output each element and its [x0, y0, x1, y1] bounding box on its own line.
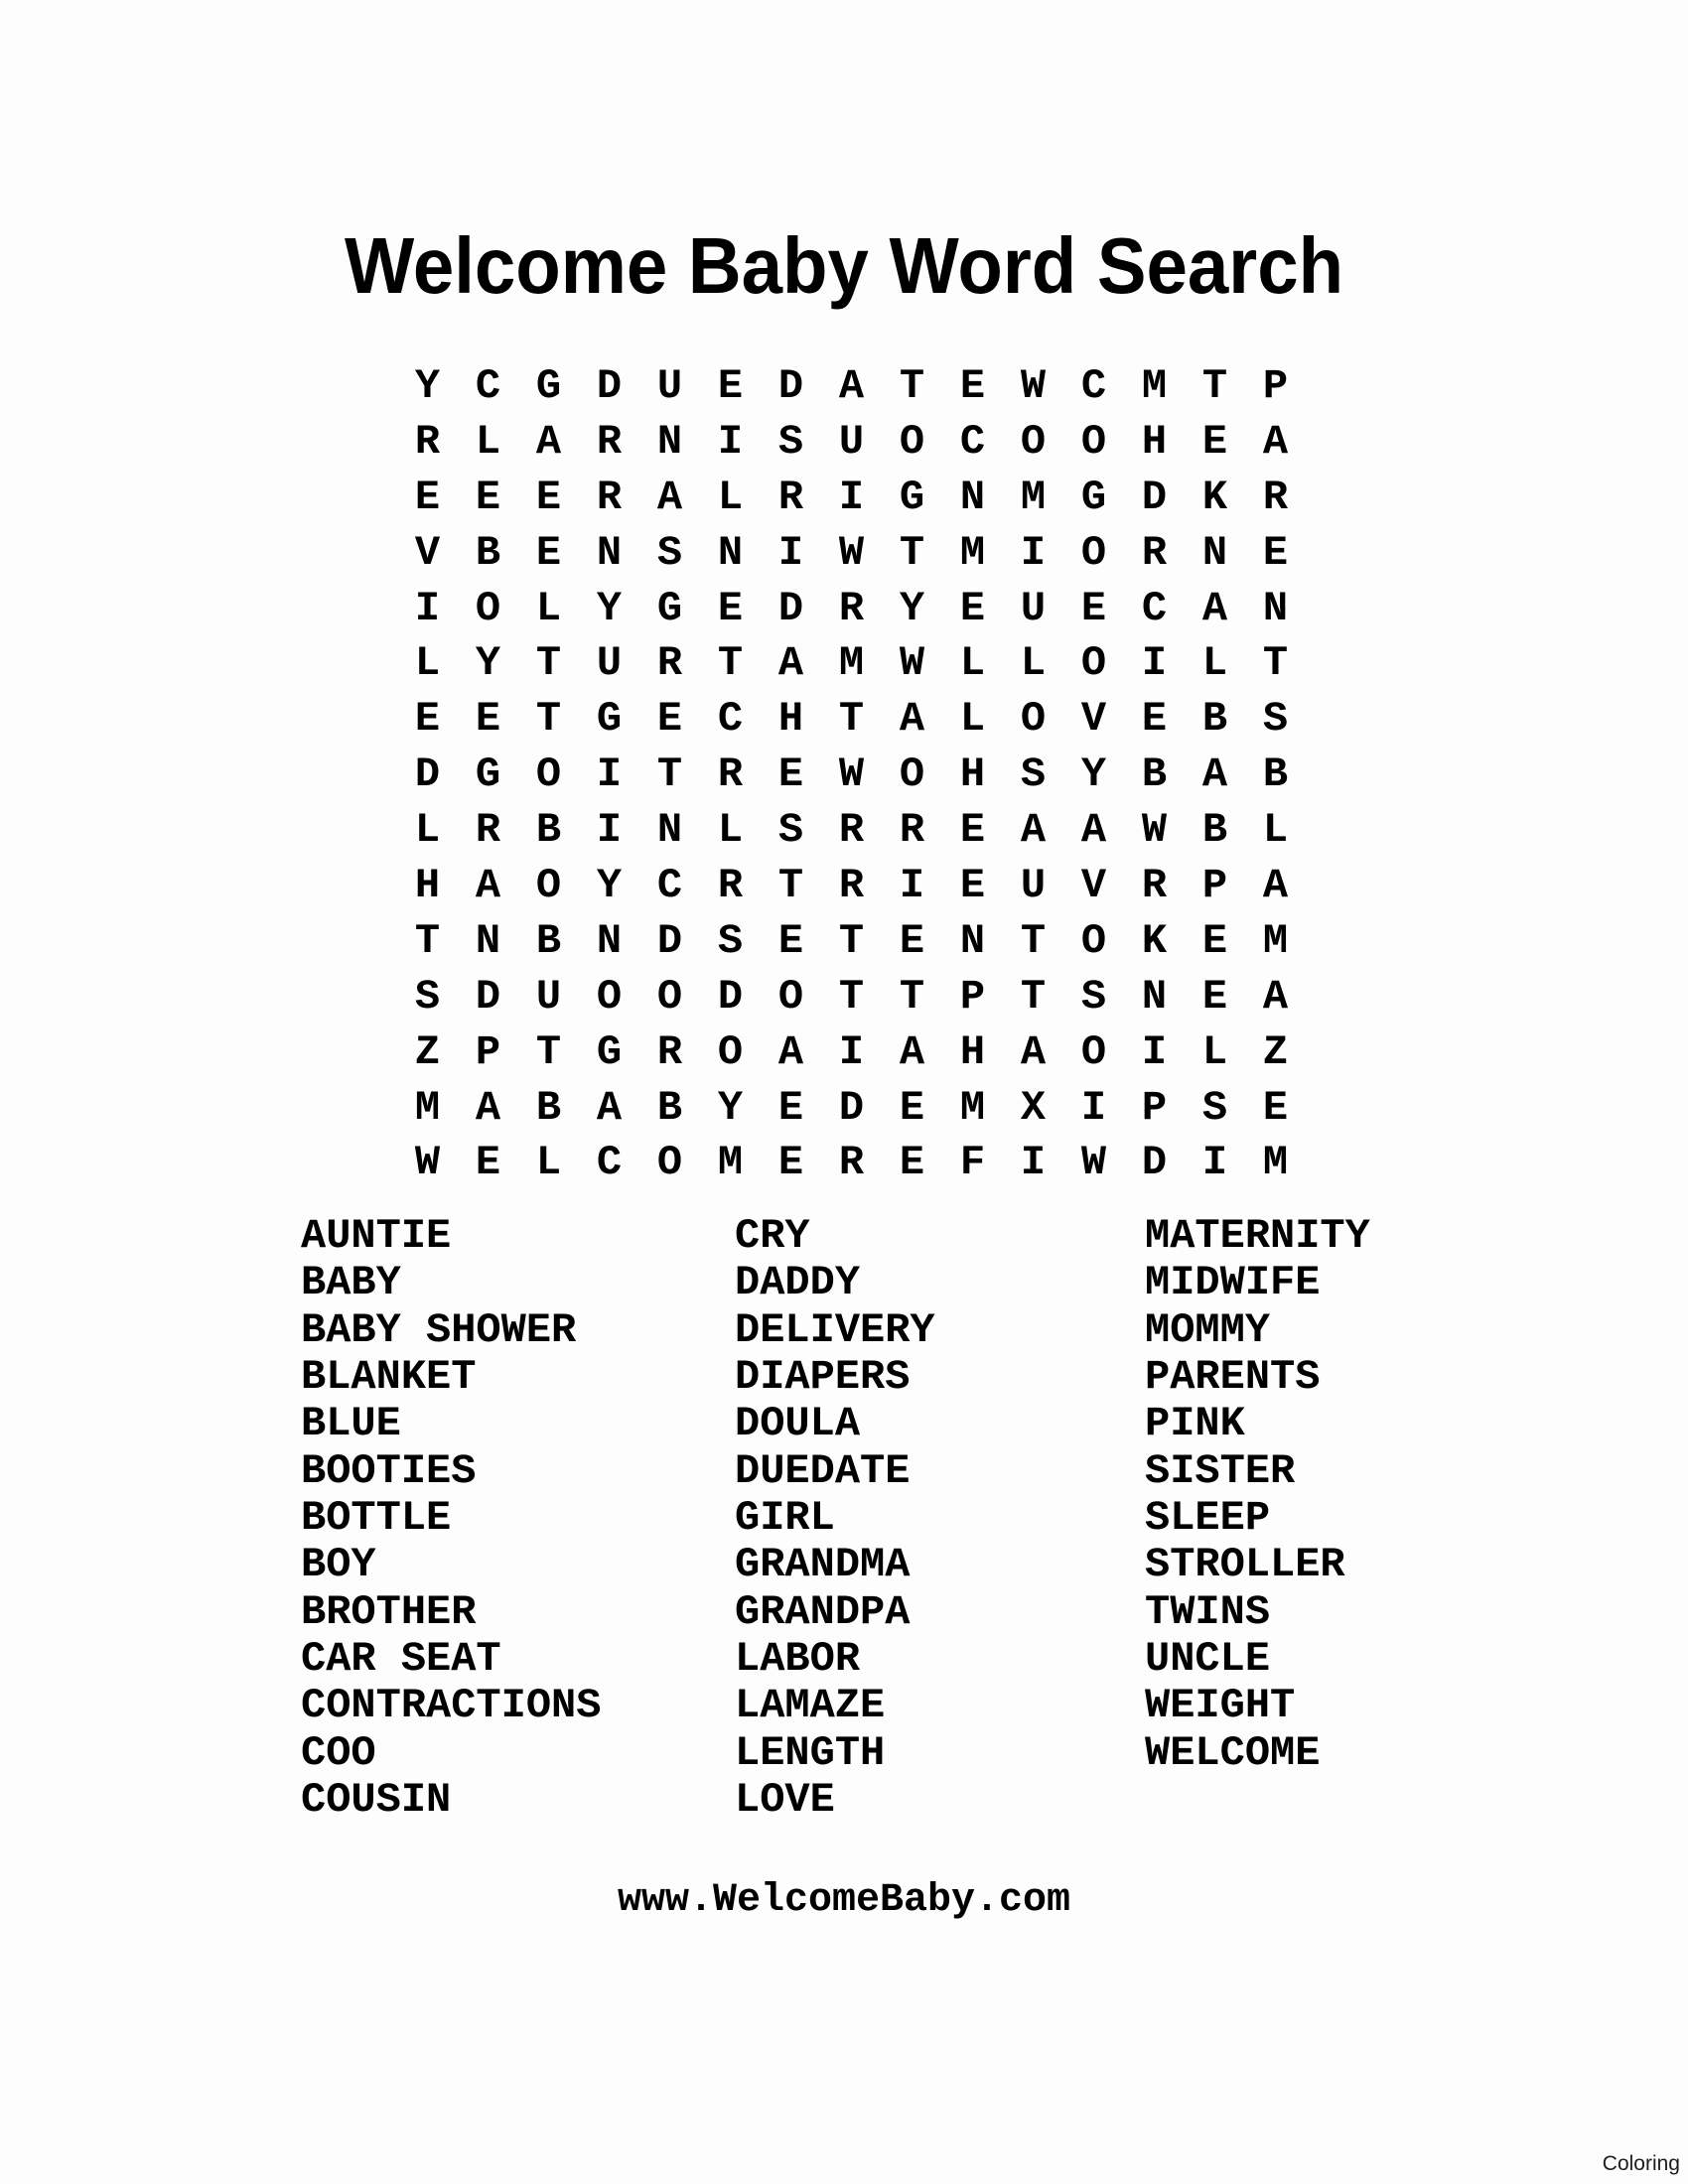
grid-cell: A — [535, 417, 562, 466]
word-item: MIDWIFE — [1145, 1259, 1321, 1307]
grid-cell: L — [414, 639, 441, 688]
grid-cell: Y — [475, 639, 501, 688]
word-item: GRANDMA — [735, 1541, 911, 1589]
grid-cell: L — [717, 806, 744, 855]
grid-cell: M — [1262, 916, 1289, 965]
grid-cell: D — [777, 584, 804, 632]
word-item: MATERNITY — [1145, 1212, 1370, 1260]
word-item: CONTRACTIONS — [301, 1682, 602, 1730]
grid-cell: R — [838, 1139, 865, 1187]
grid-cell: I — [838, 473, 865, 521]
grid-cell: A — [1201, 584, 1228, 632]
grid-cell: P — [1201, 862, 1228, 910]
grid-cell: N — [1262, 584, 1289, 632]
grid-cell: T — [1262, 639, 1289, 688]
grid-cell: E — [899, 916, 925, 965]
word-item: DELIVERY — [735, 1305, 935, 1354]
grid-cell: N — [1141, 972, 1168, 1021]
word-search-grid — [397, 359, 1306, 1191]
grid-cell: U — [1020, 584, 1047, 632]
grid-cell: A — [777, 1027, 804, 1076]
grid-cell: E — [899, 1139, 925, 1187]
grid-cell: A — [838, 362, 865, 410]
grid-cell: E — [899, 1083, 925, 1132]
grid-cell: A — [1020, 1027, 1047, 1076]
grid-cell: D — [596, 362, 623, 410]
grid-cell: C — [656, 862, 683, 910]
grid-cell: O — [717, 1027, 744, 1076]
word-item: BOTTLE — [301, 1494, 452, 1543]
grid-cell: S — [1080, 972, 1107, 1021]
grid-cell: D — [656, 916, 683, 965]
grid-cell: B — [1141, 751, 1168, 799]
grid-cell: O — [1080, 639, 1107, 688]
grid-cell: K — [1201, 473, 1228, 521]
grid-cell: E — [1201, 916, 1228, 965]
grid-cell: Y — [899, 584, 925, 632]
grid-cell: A — [1080, 806, 1107, 855]
grid-cell: L — [1201, 1027, 1228, 1076]
grid-cell: T — [838, 972, 865, 1021]
grid-cell: M — [959, 528, 986, 577]
grid-cell: D — [475, 972, 501, 1021]
grid-cell: R — [475, 806, 501, 855]
grid-cell: O — [1080, 1027, 1107, 1076]
grid-cell: V — [414, 528, 441, 577]
grid-cell: R — [414, 417, 441, 466]
grid-cell: S — [717, 916, 744, 965]
grid-cell: A — [475, 1083, 501, 1132]
grid-cell: I — [1141, 1027, 1168, 1076]
grid-cell: I — [1020, 528, 1047, 577]
grid-cell: U — [535, 972, 562, 1021]
grid-cell: L — [959, 639, 986, 688]
grid-cell: S — [1201, 1083, 1228, 1132]
grid-cell: B — [535, 806, 562, 855]
word-item: PARENTS — [1145, 1353, 1321, 1402]
word-item: DUEDATE — [735, 1446, 911, 1495]
word-item: DIAPERS — [735, 1353, 911, 1402]
grid-cell: C — [959, 417, 986, 466]
grid-cell: T — [656, 751, 683, 799]
grid-cell: N — [656, 417, 683, 466]
grid-cell: G — [596, 695, 623, 744]
grid-cell: W — [1141, 806, 1168, 855]
grid-cell: M — [959, 1083, 986, 1132]
grid-cell: T — [1020, 916, 1047, 965]
word-item: DOULA — [735, 1400, 861, 1448]
grid-cell: A — [899, 695, 925, 744]
grid-cell: F — [959, 1139, 986, 1187]
grid-cell: E — [1201, 417, 1228, 466]
grid-cell: E — [535, 528, 562, 577]
grid-cell: T — [535, 639, 562, 688]
grid-cell: E — [1141, 695, 1168, 744]
grid-cell: U — [838, 417, 865, 466]
grid-cell: A — [475, 862, 501, 910]
grid-cell: E — [959, 806, 986, 855]
word-item: STROLLER — [1145, 1541, 1345, 1589]
grid-cell: A — [1262, 972, 1289, 1021]
grid-cell: D — [1141, 1139, 1168, 1187]
grid-cell: S — [777, 806, 804, 855]
grid-cell: Z — [414, 1027, 441, 1076]
grid-cell: W — [838, 528, 865, 577]
grid-cell: W — [414, 1139, 441, 1187]
grid-cell: R — [1141, 862, 1168, 910]
footer-url: www.WelcomeBaby.com — [617, 1878, 1071, 1923]
grid-cell: G — [596, 1027, 623, 1076]
grid-cell: A — [777, 639, 804, 688]
word-item: AUNTIE — [301, 1212, 452, 1260]
grid-cell: W — [1080, 1139, 1107, 1187]
grid-cell: E — [717, 584, 744, 632]
word-list-column-2 — [735, 1213, 935, 1824]
grid-cell: R — [838, 862, 865, 910]
word-item: SISTER — [1145, 1446, 1296, 1495]
grid-cell: G — [475, 751, 501, 799]
grid-cell: U — [1020, 862, 1047, 910]
grid-cell: R — [1262, 473, 1289, 521]
grid-cell: W — [838, 751, 865, 799]
grid-cell: L — [959, 695, 986, 744]
grid-cell: T — [899, 528, 925, 577]
grid-cell: W — [899, 639, 925, 688]
grid-cell: H — [959, 1027, 986, 1076]
grid-cell: R — [777, 473, 804, 521]
word-item: UNCLE — [1145, 1635, 1271, 1684]
grid-cell: N — [475, 916, 501, 965]
grid-cell: I — [899, 862, 925, 910]
grid-cell: L — [717, 473, 744, 521]
grid-cell: E — [777, 751, 804, 799]
grid-cell: Y — [596, 584, 623, 632]
grid-cell: X — [1020, 1083, 1047, 1132]
grid-cell: T — [414, 916, 441, 965]
grid-cell: K — [1141, 916, 1168, 965]
grid-cell: D — [717, 972, 744, 1021]
grid-cell: I — [1020, 1139, 1047, 1187]
grid-cell: C — [717, 695, 744, 744]
grid-cell: M — [1141, 362, 1168, 410]
grid-cell: M — [1020, 473, 1047, 521]
grid-cell: D — [1141, 473, 1168, 521]
grid-cell: E — [777, 916, 804, 965]
grid-cell: A — [1262, 862, 1289, 910]
grid-cell: E — [777, 1139, 804, 1187]
word-item: GIRL — [735, 1494, 835, 1543]
grid-cell: Y — [596, 862, 623, 910]
grid-cell: W — [1020, 362, 1047, 410]
grid-cell: E — [959, 362, 986, 410]
grid-cell: T — [838, 695, 865, 744]
grid-cell: B — [475, 528, 501, 577]
grid-cell: D — [414, 751, 441, 799]
grid-cell: T — [535, 1027, 562, 1076]
grid-cell: T — [717, 639, 744, 688]
grid-cell: E — [1201, 972, 1228, 1021]
word-item: GRANDPA — [735, 1587, 911, 1636]
grid-cell: G — [1080, 473, 1107, 521]
word-list-column-1 — [301, 1213, 601, 1824]
grid-cell: N — [596, 528, 623, 577]
word-item: LENGTH — [735, 1728, 886, 1777]
grid-cell: E — [656, 695, 683, 744]
grid-cell: O — [899, 417, 925, 466]
word-item: SLEEP — [1145, 1494, 1271, 1543]
grid-cell: H — [777, 695, 804, 744]
grid-cell: I — [1201, 1139, 1228, 1187]
grid-cell: Z — [1262, 1027, 1289, 1076]
word-item: WELCOME — [1145, 1728, 1321, 1777]
word-item: CRY — [735, 1212, 810, 1260]
grid-cell: R — [717, 751, 744, 799]
grid-cell: P — [475, 1027, 501, 1076]
grid-cell: E — [1080, 584, 1107, 632]
grid-cell: U — [656, 362, 683, 410]
grid-cell: N — [656, 806, 683, 855]
grid-cell: T — [899, 362, 925, 410]
grid-cell: E — [717, 362, 744, 410]
grid-cell: R — [596, 473, 623, 521]
grid-cell: G — [656, 584, 683, 632]
grid-cell: I — [717, 417, 744, 466]
word-item: COO — [301, 1728, 376, 1777]
grid-cell: V — [1080, 862, 1107, 910]
word-item: BROTHER — [301, 1587, 477, 1636]
word-item: BOOTIES — [301, 1446, 477, 1495]
grid-cell: A — [656, 473, 683, 521]
grid-cell: L — [1020, 639, 1047, 688]
word-item: TWINS — [1145, 1587, 1271, 1636]
grid-cell: I — [414, 584, 441, 632]
watermark-coloring: Coloring — [1602, 2152, 1680, 2175]
grid-cell: Y — [1080, 751, 1107, 799]
grid-cell: O — [1020, 417, 1047, 466]
grid-cell: T — [777, 862, 804, 910]
grid-cell: T — [1201, 362, 1228, 410]
word-item: BLUE — [301, 1400, 401, 1448]
grid-cell: M — [414, 1083, 441, 1132]
word-item: BLANKET — [301, 1353, 477, 1402]
grid-cell: E — [959, 862, 986, 910]
word-item: BOY — [301, 1541, 376, 1589]
grid-cell: E — [475, 473, 501, 521]
grid-cell: L — [1201, 639, 1228, 688]
grid-cell: C — [475, 362, 501, 410]
grid-cell: M — [838, 639, 865, 688]
grid-cell: U — [596, 639, 623, 688]
grid-cell: T — [838, 916, 865, 965]
grid-cell: N — [959, 916, 986, 965]
word-item: CAR SEAT — [301, 1635, 501, 1684]
grid-cell: O — [535, 862, 562, 910]
grid-cell: R — [717, 862, 744, 910]
grid-cell: O — [1020, 695, 1047, 744]
grid-cell: C — [1080, 362, 1107, 410]
grid-cell: O — [535, 751, 562, 799]
grid-cell: O — [899, 751, 925, 799]
grid-cell: S — [656, 528, 683, 577]
word-item: MOMMY — [1145, 1305, 1271, 1354]
grid-cell: O — [777, 972, 804, 1021]
grid-cell: D — [838, 1083, 865, 1132]
grid-cell: N — [717, 528, 744, 577]
word-item: BABY SHOWER — [301, 1305, 577, 1354]
grid-cell: A — [1020, 806, 1047, 855]
grid-cell: E — [475, 1139, 501, 1187]
grid-cell: N — [959, 473, 986, 521]
grid-cell: R — [1141, 528, 1168, 577]
grid-cell: I — [1141, 639, 1168, 688]
grid-cell: S — [1262, 695, 1289, 744]
grid-cell: Y — [717, 1083, 744, 1132]
grid-cell: A — [899, 1027, 925, 1076]
grid-cell: M — [1262, 1139, 1289, 1187]
grid-cell: B — [1201, 695, 1228, 744]
grid-cell: G — [535, 362, 562, 410]
word-item: DADDY — [735, 1259, 861, 1307]
grid-cell: B — [1201, 806, 1228, 855]
grid-cell: E — [1262, 1083, 1289, 1132]
grid-cell: H — [414, 862, 441, 910]
grid-cell: A — [1262, 417, 1289, 466]
grid-cell: S — [777, 417, 804, 466]
grid-cell: P — [1141, 1083, 1168, 1132]
grid-cell: B — [1262, 751, 1289, 799]
grid-cell: A — [596, 1083, 623, 1132]
word-item: LABOR — [735, 1635, 861, 1684]
grid-cell: E — [414, 695, 441, 744]
grid-cell: O — [475, 584, 501, 632]
grid-cell: L — [475, 417, 501, 466]
grid-cell: O — [1080, 916, 1107, 965]
grid-cell: E — [959, 584, 986, 632]
grid-cell: C — [596, 1139, 623, 1187]
grid-cell: T — [535, 695, 562, 744]
grid-cell: L — [414, 806, 441, 855]
word-item: BABY — [301, 1259, 401, 1307]
grid-cell: L — [1262, 806, 1289, 855]
grid-cell: O — [1080, 417, 1107, 466]
grid-cell: Y — [414, 362, 441, 410]
grid-cell: R — [656, 1027, 683, 1076]
grid-cell: I — [838, 1027, 865, 1076]
grid-cell: H — [959, 751, 986, 799]
word-item: COUSIN — [301, 1776, 452, 1825]
grid-cell: O — [656, 1139, 683, 1187]
word-item: PINK — [1145, 1400, 1245, 1448]
grid-cell: E — [475, 695, 501, 744]
grid-cell: R — [656, 639, 683, 688]
grid-cell: N — [596, 916, 623, 965]
word-item: LOVE — [735, 1776, 835, 1825]
grid-cell: I — [1080, 1083, 1107, 1132]
grid-cell: R — [838, 806, 865, 855]
grid-cell: E — [1262, 528, 1289, 577]
grid-cell: E — [414, 473, 441, 521]
grid-cell: E — [777, 1083, 804, 1132]
word-list-column-3 — [1145, 1213, 1370, 1777]
grid-cell: L — [535, 1139, 562, 1187]
grid-cell: S — [1020, 751, 1047, 799]
grid-cell: C — [1141, 584, 1168, 632]
grid-cell: D — [777, 362, 804, 410]
grid-cell: I — [777, 528, 804, 577]
grid-cell: I — [596, 751, 623, 799]
grid-cell: E — [535, 473, 562, 521]
grid-cell: G — [899, 473, 925, 521]
grid-cell: R — [838, 584, 865, 632]
grid-cell: O — [1080, 528, 1107, 577]
grid-cell: H — [1141, 417, 1168, 466]
grid-cell: O — [656, 972, 683, 1021]
grid-cell: N — [1201, 528, 1228, 577]
grid-cell: L — [535, 584, 562, 632]
grid-cell: M — [717, 1139, 744, 1187]
grid-cell: P — [1262, 362, 1289, 410]
grid-cell: V — [1080, 695, 1107, 744]
grid-cell: P — [959, 972, 986, 1021]
grid-cell: T — [1020, 972, 1047, 1021]
grid-cell: B — [535, 916, 562, 965]
grid-cell: O — [596, 972, 623, 1021]
grid-cell: I — [596, 806, 623, 855]
grid-cell: B — [535, 1083, 562, 1132]
page-title: Welcome Baby Word Search — [344, 221, 1344, 310]
grid-cell: B — [656, 1083, 683, 1132]
grid-cell: R — [899, 806, 925, 855]
grid-cell: A — [1201, 751, 1228, 799]
word-item: WEIGHT — [1145, 1682, 1296, 1730]
grid-cell: T — [899, 972, 925, 1021]
word-item: LAMAZE — [735, 1682, 886, 1730]
grid-cell: R — [596, 417, 623, 466]
grid-cell: S — [414, 972, 441, 1021]
